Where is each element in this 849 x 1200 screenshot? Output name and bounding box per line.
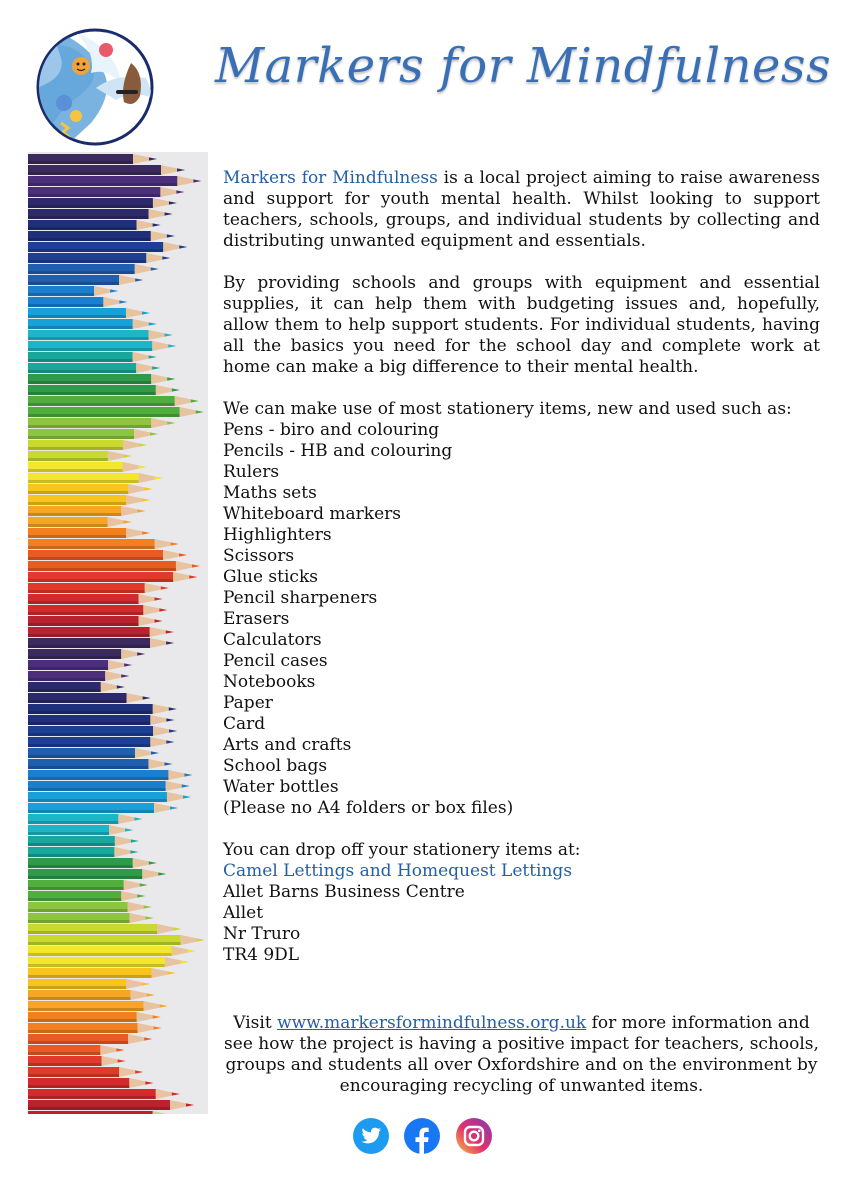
pencil: [28, 792, 191, 802]
pencil: [28, 396, 199, 406]
pencil: [28, 649, 145, 659]
visit-paragraph: [223, 1013, 820, 1097]
pencil: [28, 220, 161, 230]
pencil: [28, 1067, 143, 1077]
list-item: Pens - biro and colouring: [223, 420, 440, 440]
pencil: [28, 154, 157, 164]
pencil: [28, 572, 197, 582]
project-logo: [36, 28, 154, 146]
pencil: [28, 198, 177, 208]
pencil: [28, 209, 173, 219]
pencil: [28, 407, 204, 417]
pencil: [28, 440, 147, 450]
pencil: [28, 616, 162, 626]
pencil: [28, 418, 175, 428]
pencil: [28, 814, 142, 824]
address-line: Nr Truro: [223, 924, 301, 944]
pencil: [28, 1034, 152, 1044]
pencil: [28, 352, 157, 362]
list-item: Card: [223, 714, 266, 734]
pencil: [28, 902, 152, 912]
coloured-pencils-image: [28, 152, 208, 1114]
list-item: Calculators: [223, 630, 322, 650]
dropoff-address: [223, 840, 820, 966]
pencil: [28, 1023, 162, 1033]
pencil: [28, 539, 179, 549]
list-item: Water bottles: [223, 777, 339, 797]
instagram-icon[interactable]: [455, 1117, 493, 1155]
visit-text: for more information and see how the project is having a positive impact for teachers, schools, groups and students all over Oxfordshire and on the environment by encouraging recycling of unwanted items.: [224, 1013, 819, 1096]
list-item: Arts and crafts: [223, 735, 352, 755]
pencil: [28, 187, 184, 197]
list-item: Paper: [223, 693, 273, 713]
intro-text: is a local project aiming to raise awareness and support for youth mental health. Whilst looking to support teachers, schools, groups, and individual students by collecting and distributing unwanted equipment and essentials.: [223, 168, 820, 251]
pencil: [28, 990, 155, 1000]
pencil: [28, 242, 187, 252]
list-item: Whiteboard markers: [223, 504, 402, 524]
pencil: [28, 363, 160, 373]
address-postcode: TR4 9DL: [223, 945, 300, 965]
pencil: [28, 374, 175, 384]
pencil: [28, 253, 170, 263]
pencil: [28, 495, 150, 505]
pencil: [28, 638, 174, 648]
pencil: [28, 528, 150, 538]
pencil: [28, 462, 147, 472]
facebook-icon[interactable]: [403, 1117, 441, 1155]
list-item: Pencils - HB and colouring: [223, 441, 453, 461]
pencil: [28, 484, 152, 494]
pencil: [28, 605, 167, 615]
pencil: [28, 550, 187, 560]
pencil: [28, 429, 158, 439]
list-item: Highlighters: [223, 525, 332, 545]
pencil: [28, 704, 177, 714]
stationery-list: [223, 420, 820, 819]
list-item: Glue sticks: [223, 567, 318, 587]
items-heading: We can make use of most stationery items, new and used such as:: [223, 399, 792, 419]
pencil: [28, 1078, 153, 1088]
main-content: [223, 168, 820, 966]
pencil: [28, 781, 190, 791]
pencil: [28, 594, 162, 604]
pencil: [28, 803, 178, 813]
pencil: [28, 858, 157, 868]
pencil: [28, 869, 166, 879]
pencil: [28, 946, 196, 956]
pencil: [28, 957, 189, 967]
pencil: [28, 1111, 177, 1114]
list-item: Notebooks: [223, 672, 316, 692]
address-line: Allet: [223, 903, 264, 923]
project-name: Markers for Mindfulness: [223, 168, 438, 188]
list-item: (Please no A4 folders or box files): [223, 798, 514, 818]
pencil: [28, 330, 173, 340]
list-item: Pencil sharpeners: [223, 588, 378, 608]
pencil: [28, 308, 150, 318]
twitter-icon[interactable]: [352, 1117, 390, 1155]
list-item: Maths sets: [223, 483, 317, 503]
pencil: [28, 561, 200, 571]
pencil: [28, 341, 176, 351]
pencil: [28, 275, 143, 285]
pencil: [28, 627, 174, 637]
pencil: [28, 891, 145, 901]
pencil: [28, 231, 175, 241]
pencil: [28, 759, 172, 769]
list-item: Rulers: [223, 462, 280, 482]
pencil: [28, 924, 181, 934]
intro-paragraph: [223, 168, 820, 252]
pencil: [28, 715, 174, 725]
pencil: [28, 726, 177, 736]
pencil: [28, 1089, 180, 1099]
pencil: [28, 319, 157, 329]
pencil: [28, 1100, 194, 1110]
pencil: [28, 880, 148, 890]
pencil: [28, 1001, 168, 1011]
pencil: [28, 176, 201, 186]
page-title: Markers for Mindfulness: [215, 38, 832, 94]
website-link[interactable]: www.markersformindfulness.org.uk: [277, 1013, 587, 1033]
pencil: [28, 473, 163, 483]
pencil: [28, 935, 205, 945]
address-line: Allet Barns Business Centre: [223, 882, 465, 902]
pencil: [28, 968, 176, 978]
pencil: [28, 506, 145, 516]
dropoff-heading: You can drop off your stationery items at:: [223, 840, 581, 860]
benefits-paragraph: By providing schools and groups with equipment and essential supplies, it can help them with budgeting issues and, hopefully, allow them to help support students. For individual students, having all the basics you need for the school day and complete work at home can make a big difference to their mental health.: [223, 273, 820, 377]
pencil: [28, 165, 185, 175]
pencil: [28, 737, 174, 747]
pencil: [28, 770, 192, 780]
pencil: [28, 913, 153, 923]
pencil: [28, 385, 180, 395]
pencil: [28, 264, 159, 274]
visit-prefix: Visit: [233, 1013, 278, 1033]
list-item: Erasers: [223, 609, 290, 629]
pencil: [28, 1012, 161, 1022]
pencil: [28, 693, 151, 703]
pencil: [28, 748, 159, 758]
list-item: Pencil cases: [223, 651, 328, 671]
pencil: [28, 979, 150, 989]
dropoff-company: Camel Lettings and Homequest Lettings: [223, 861, 573, 881]
list-item: Scissors: [223, 546, 295, 566]
pencil: [28, 583, 169, 593]
list-item: School bags: [223, 756, 328, 776]
